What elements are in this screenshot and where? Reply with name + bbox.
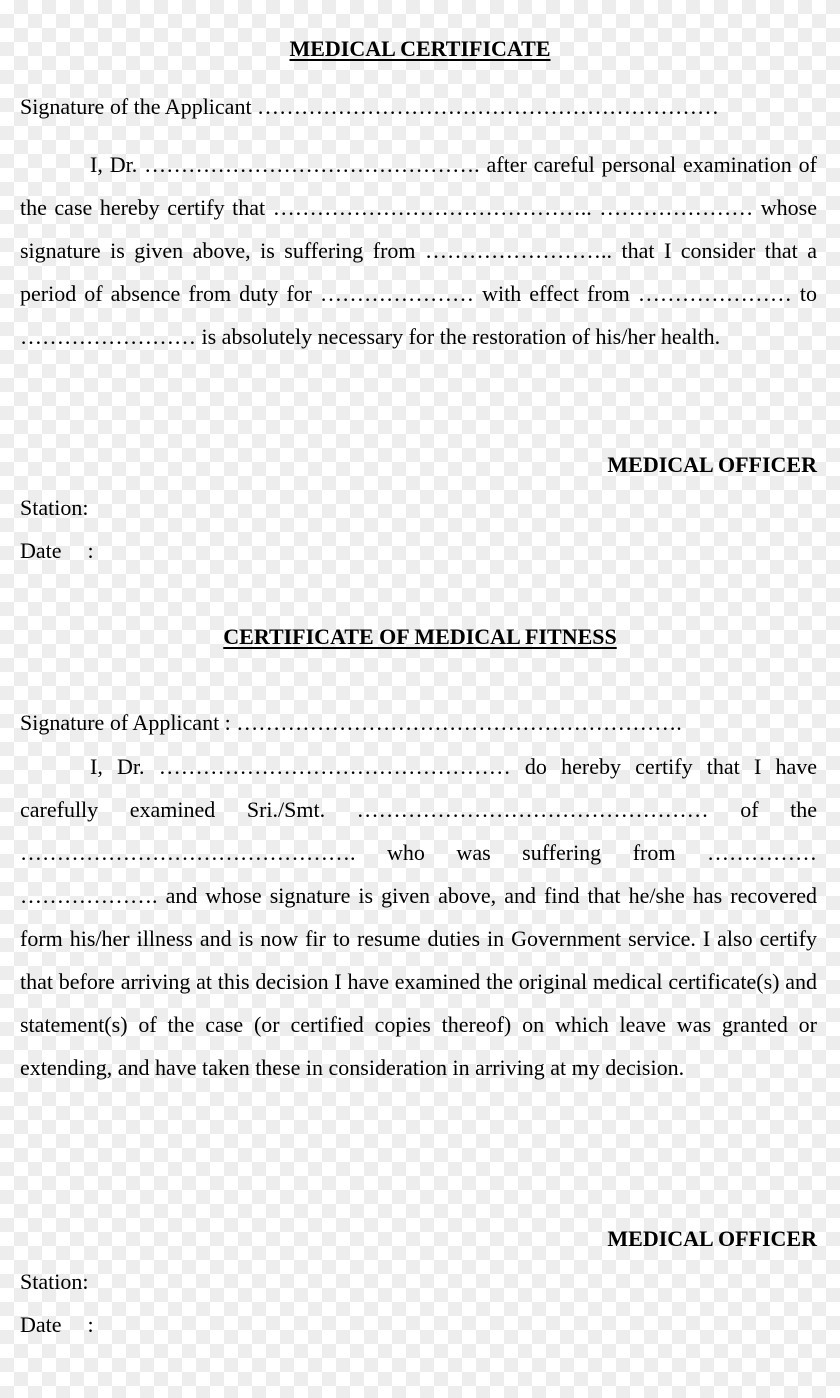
date-label: Date (20, 538, 62, 563)
date-row (20, 529, 817, 572)
fitness-date-colon: : (87, 1312, 94, 1337)
medical-certificate-body: I, Dr. ………………………………………. after careful personal examination of the case hereby certify that …………………………………….. ………………… whose signature is given above, is suffering from …………………….. that I consider that a period of absence from duty for ………………… with effect from ………………… to …………………… is absolutely necessary for the restoration of his/her health. (20, 152, 817, 349)
station-label: Station: (20, 495, 89, 520)
fitness-station-label: Station: (20, 1269, 89, 1294)
fitness-date-label: Date (20, 1312, 62, 1337)
fitness-medical-officer-label: MEDICAL OFFICER (607, 1226, 817, 1251)
medical-officer-label: MEDICAL OFFICER (607, 452, 817, 477)
date-colon: : (87, 538, 94, 563)
fitness-date-row (20, 1303, 817, 1346)
fitness-certificate-body: I, Dr. ………………………………………… do hereby certify that I have carefully examined Sri./Smt. ………………………………………… of the ………………………………………. who was suffering from …………… ………………. and whose signature is given above, and find that he/she has recovered form his/her illness and is now fir to resume duties in Government service. I also certify that before arriving at this decision I have examined the original medical certificate(s) and statement(s) of the case (or certified copies thereof) on which leave was granted or extending, and have taken these in consideration in arriving at my decision. (20, 754, 817, 1080)
fitness-certificate-title: CERTIFICATE OF MEDICAL FITNESS (223, 624, 617, 649)
applicant-signature-line: Signature of the Applicant ……………………………………………………… (20, 94, 720, 119)
medical-certificate-title: MEDICAL CERTIFICATE (289, 36, 551, 61)
fitness-applicant-signature-line: Signature of Applicant : ……………………………………………………. (20, 710, 682, 735)
